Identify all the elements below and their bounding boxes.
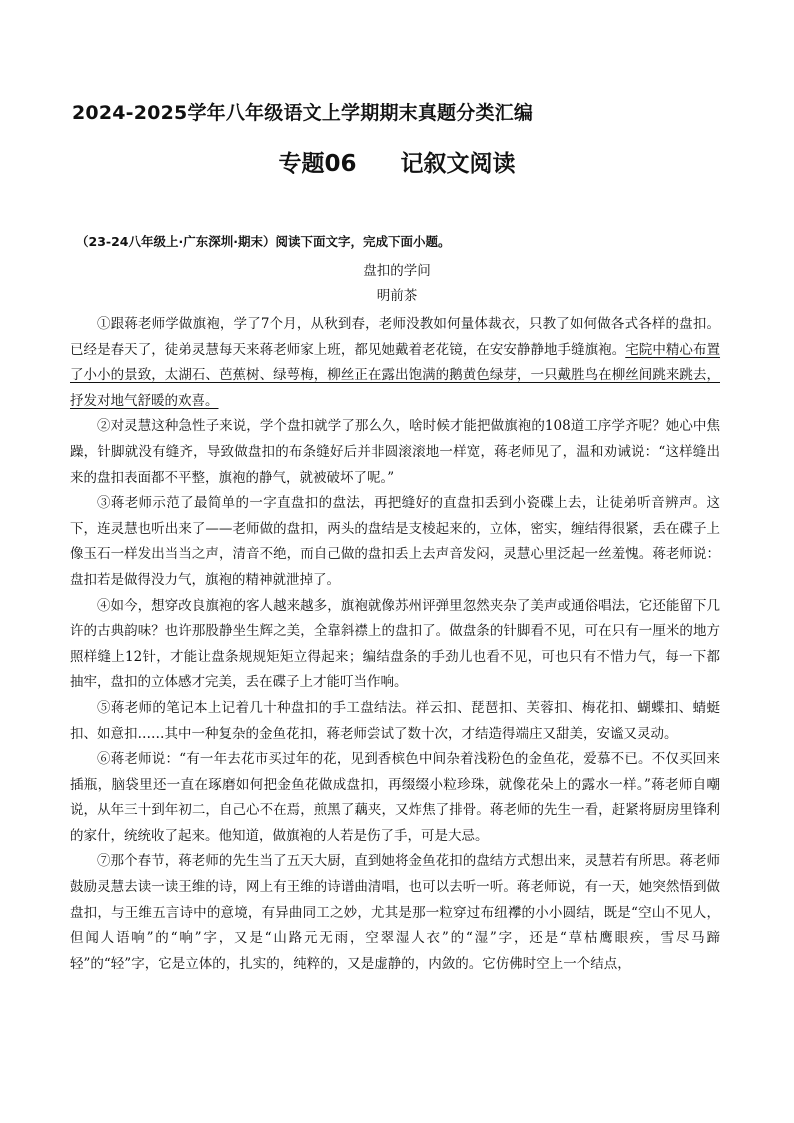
document-title: 2024-2025学年八年级语文上学期期末真题分类汇编 [72,102,534,124]
paragraph-4: ④如今，想穿改良旗袍的客人越来越多，旗袍就像苏州评弹里忽然夹杂了美声或通俗唱法，它还能留下几许的古典韵味？也许那股静坐生辉之美，全靠斜襟上的盘扣了。做盘条的针脚看不见，可在只有一厘米的地方照样缝上12针，才能让盘条规规矩矩立得起来；编结盘条的手劲儿也看不见，可也只有不惜力气，每一下都抽牢，盘扣的立体感才完美，丢在碟子上才能叮当作响。 [70,597,720,691]
paragraph-1 [70,312,720,414]
paragraph-6: ⑥蒋老师说：“有一年去花市买过年的花，见到香槟色中间杂着浅粉色的金鱼花，爱慕不已。不仅买回来插瓶，脑袋里还一直在琢磨如何把金鱼花做成盘扣，再缀缀小粒珍珠，就像花朵上的露水一样。”蒋老师自嘲说，从年三十到年初二，自己心不在焉，煎黑了藕夹，又炸焦了排骨。蒋老师的先生一看，赶紧将厨房里锋利的家什，统统收了起来。他知道，做旗袍的人若是伤了手，可是大忌。 [70,751,720,844]
article-author: 明前茶 [376,288,418,304]
paragraph-7: ⑦那个春节，蒋老师的先生当了五天大厨，直到她将金鱼花扣的盘结方式想出来，灵慧若有所思。蒋老师鼓励灵慧去读一读王维的诗，网上有王维的诗谱曲清唱，也可以去听一听。蒋老师说，有一天，她突然悟到做盘扣，与王维五言诗中的意境，有异曲同工之妙，尤其是那一粒穿过布纽襻的小小圆结，既是“空山不见人，但闻人语响”的“响”字，又是“山路元无雨，空翠湿人衣”的“湿”字，还是“草枯鹰眼疾，雪尽马蹄轻”的“轻”字，它是立体的，扎实的，纯粹的，又是虚静的，内敛的。它仿佛时空上一个结点， [70,853,720,972]
paragraph-2: ②对灵慧这种急性子来说，学个盘扣就学了那么久，啥时候才能把做旗袍的108道工序学齐呢？她心中焦躁，针脚就没有缝齐，导致做盘扣的布条缝好后并非圆滚滚地一样宽，蒋老师见了，温和劝诫说：“这样缝出来的盘扣表面都不平整，旗袍的静气，就被破坏了呢。” [70,418,720,486]
paragraph-3: ③蒋老师示范了最简单的一字直盘扣的盘法，再把缝好的直盘扣丢到小瓷碟上去，让徒弟听音辨声。这下，连灵慧也听出来了——老师做的盘扣，两头的盘结是支棱起来的，立体，密实，缠结得很紧，丢在碟子上像玉石一样发出当当之声，清音不绝，而自己做的盘扣丢上去声音发闷，灵慧心里泛起一丝羞愧。蒋老师说：盘扣若是做得没力气，旗袍的精神就泄掉了。 [70,495,720,588]
topic-name: 记叙文阅读 [400,151,516,177]
article-body [70,312,720,977]
article-title: 盘扣的学问 [363,263,431,279]
paragraph-5: ⑤蒋老师的笔记本上记着几十种盘扣的手工盘结法。祥云扣、琵琶扣、芙蓉扣、梅花扣、蝴蝶扣、蜻蜓扣、如意扣……其中一种复杂的金鱼花扣，蒋老师尝试了数十次，才结造得端庄又甜美，安谧又灵动。 [70,699,720,742]
paragraph-1-text: ①跟蒋老师学做旗袍，学了7个月，从秋到春，老师没教如何量体裁衣，只教了如何做各式各样的盘扣。已经是春天了，徒弟灵慧每天来蒋老师家上班，都见她戴着老花镜，在安安静静地手缝旗袍。 [70,316,720,358]
underlined-sentence: 宅院中精心布置了小小的景致，太湖石、芭蕉树、绿萼梅，柳丝正在露出饱满的鹅黄色绿芽，一只戴胜鸟在柳丝间跳来跳去，抒发对地气舒暖的欢喜。 [70,341,721,409]
topic-number: 专题06 [278,151,357,177]
topic-heading [0,145,794,178]
question-source: （23-24八年级上·广东深圳·期末）阅读下面文字，完成下面小题。 [76,234,451,249]
